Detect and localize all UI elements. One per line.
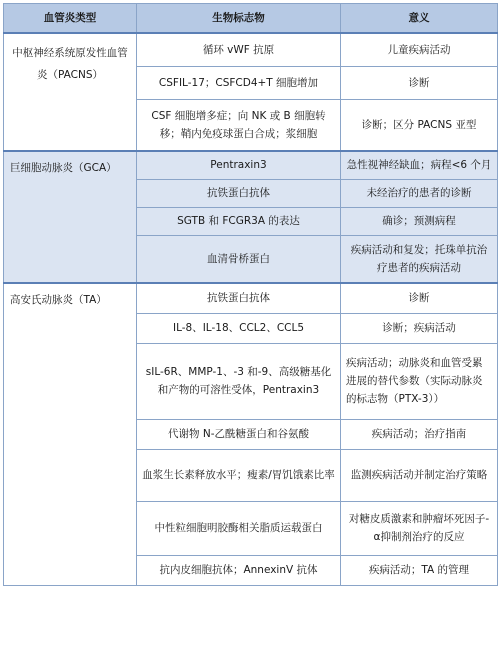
header-significance: 意义 [341,4,498,34]
group-pacns [4,33,498,151]
significance-cell: 诊断；疾病活动 [341,313,498,343]
significance-cell: 疾病活动和复发；托珠单抗治疗患者的疾病活动 [341,235,498,283]
biomarker-cell: 血浆生长素释放水平；瘦素/胃饥饿素比率 [137,449,341,501]
table-row [4,151,498,179]
significance-cell: 急性视神经缺血；病程<6 个月 [341,151,498,179]
biomarker-cell: Pentraxin3 [137,151,341,179]
significance-cell: 监测疾病活动并制定治疗策略 [341,449,498,501]
group-name: 中枢神经系统原发性血管炎（PACNS） [4,33,137,151]
significance-cell: 诊断 [341,283,498,313]
biomarker-cell: sIL-6R、MMP-1、-3 和-9、高级糖基化和产物的可溶性受体，Pentraxin3 [137,343,341,419]
significance-cell: 对糖皮质激素和肿瘤坏死因子-α抑制剂治疗的反应 [341,501,498,555]
biomarker-cell: 抗内皮细胞抗体；AnnexinV 抗体 [137,555,341,585]
group-gca [4,151,498,283]
significance-cell: 儿童疾病活动 [341,33,498,66]
biomarker-cell: 抗铁蛋白抗体 [137,179,341,207]
table-row [4,33,498,66]
biomarker-cell: 抗铁蛋白抗体 [137,283,341,313]
biomarker-cell: 代谢物 N-乙酰糖蛋白和谷氨酸 [137,419,341,449]
group-name: 巨细胞动脉炎（GCA） [4,151,137,283]
significance-cell: 疾病活动；动脉炎和血管受累进展的替代参数（实际动脉炎的标志物（PTX-3）） [341,343,498,419]
significance-cell: 疾病活动；治疗指南 [341,419,498,449]
header-biomarker: 生物标志物 [137,4,341,34]
table-row [4,283,498,313]
significance-cell: 疾病活动；TA 的管理 [341,555,498,585]
biomarker-cell: SGTB 和 FCGR3A 的表达 [137,207,341,235]
group-ta [4,283,498,585]
significance-cell: 诊断 [341,66,498,99]
header-vasculitis-type: 血管炎类型 [4,4,137,34]
biomarker-cell: 血清骨桥蛋白 [137,235,341,283]
group-name: 高安氏动脉炎（TA） [4,283,137,585]
table-header-row [4,4,498,34]
biomarker-cell: CSFIL-17；CSFCD4+T 细胞增加 [137,66,341,99]
significance-cell: 未经治疗的患者的诊断 [341,179,498,207]
biomarker-cell: 中性粒细胞明胶酶相关脂质运载蛋白 [137,501,341,555]
significance-cell: 诊断；区分 PACNS 亚型 [341,99,498,151]
biomarker-cell: 循环 vWF 抗原 [137,33,341,66]
biomarker-table [3,3,498,586]
significance-cell: 确诊；预测病程 [341,207,498,235]
biomarker-cell: IL-8、IL-18、CCL2、CCL5 [137,313,341,343]
biomarker-cell: CSF 细胞增多症；向 NK 或 B 细胞转移；鞘内免疫球蛋白合成；浆细胞 [137,99,341,151]
